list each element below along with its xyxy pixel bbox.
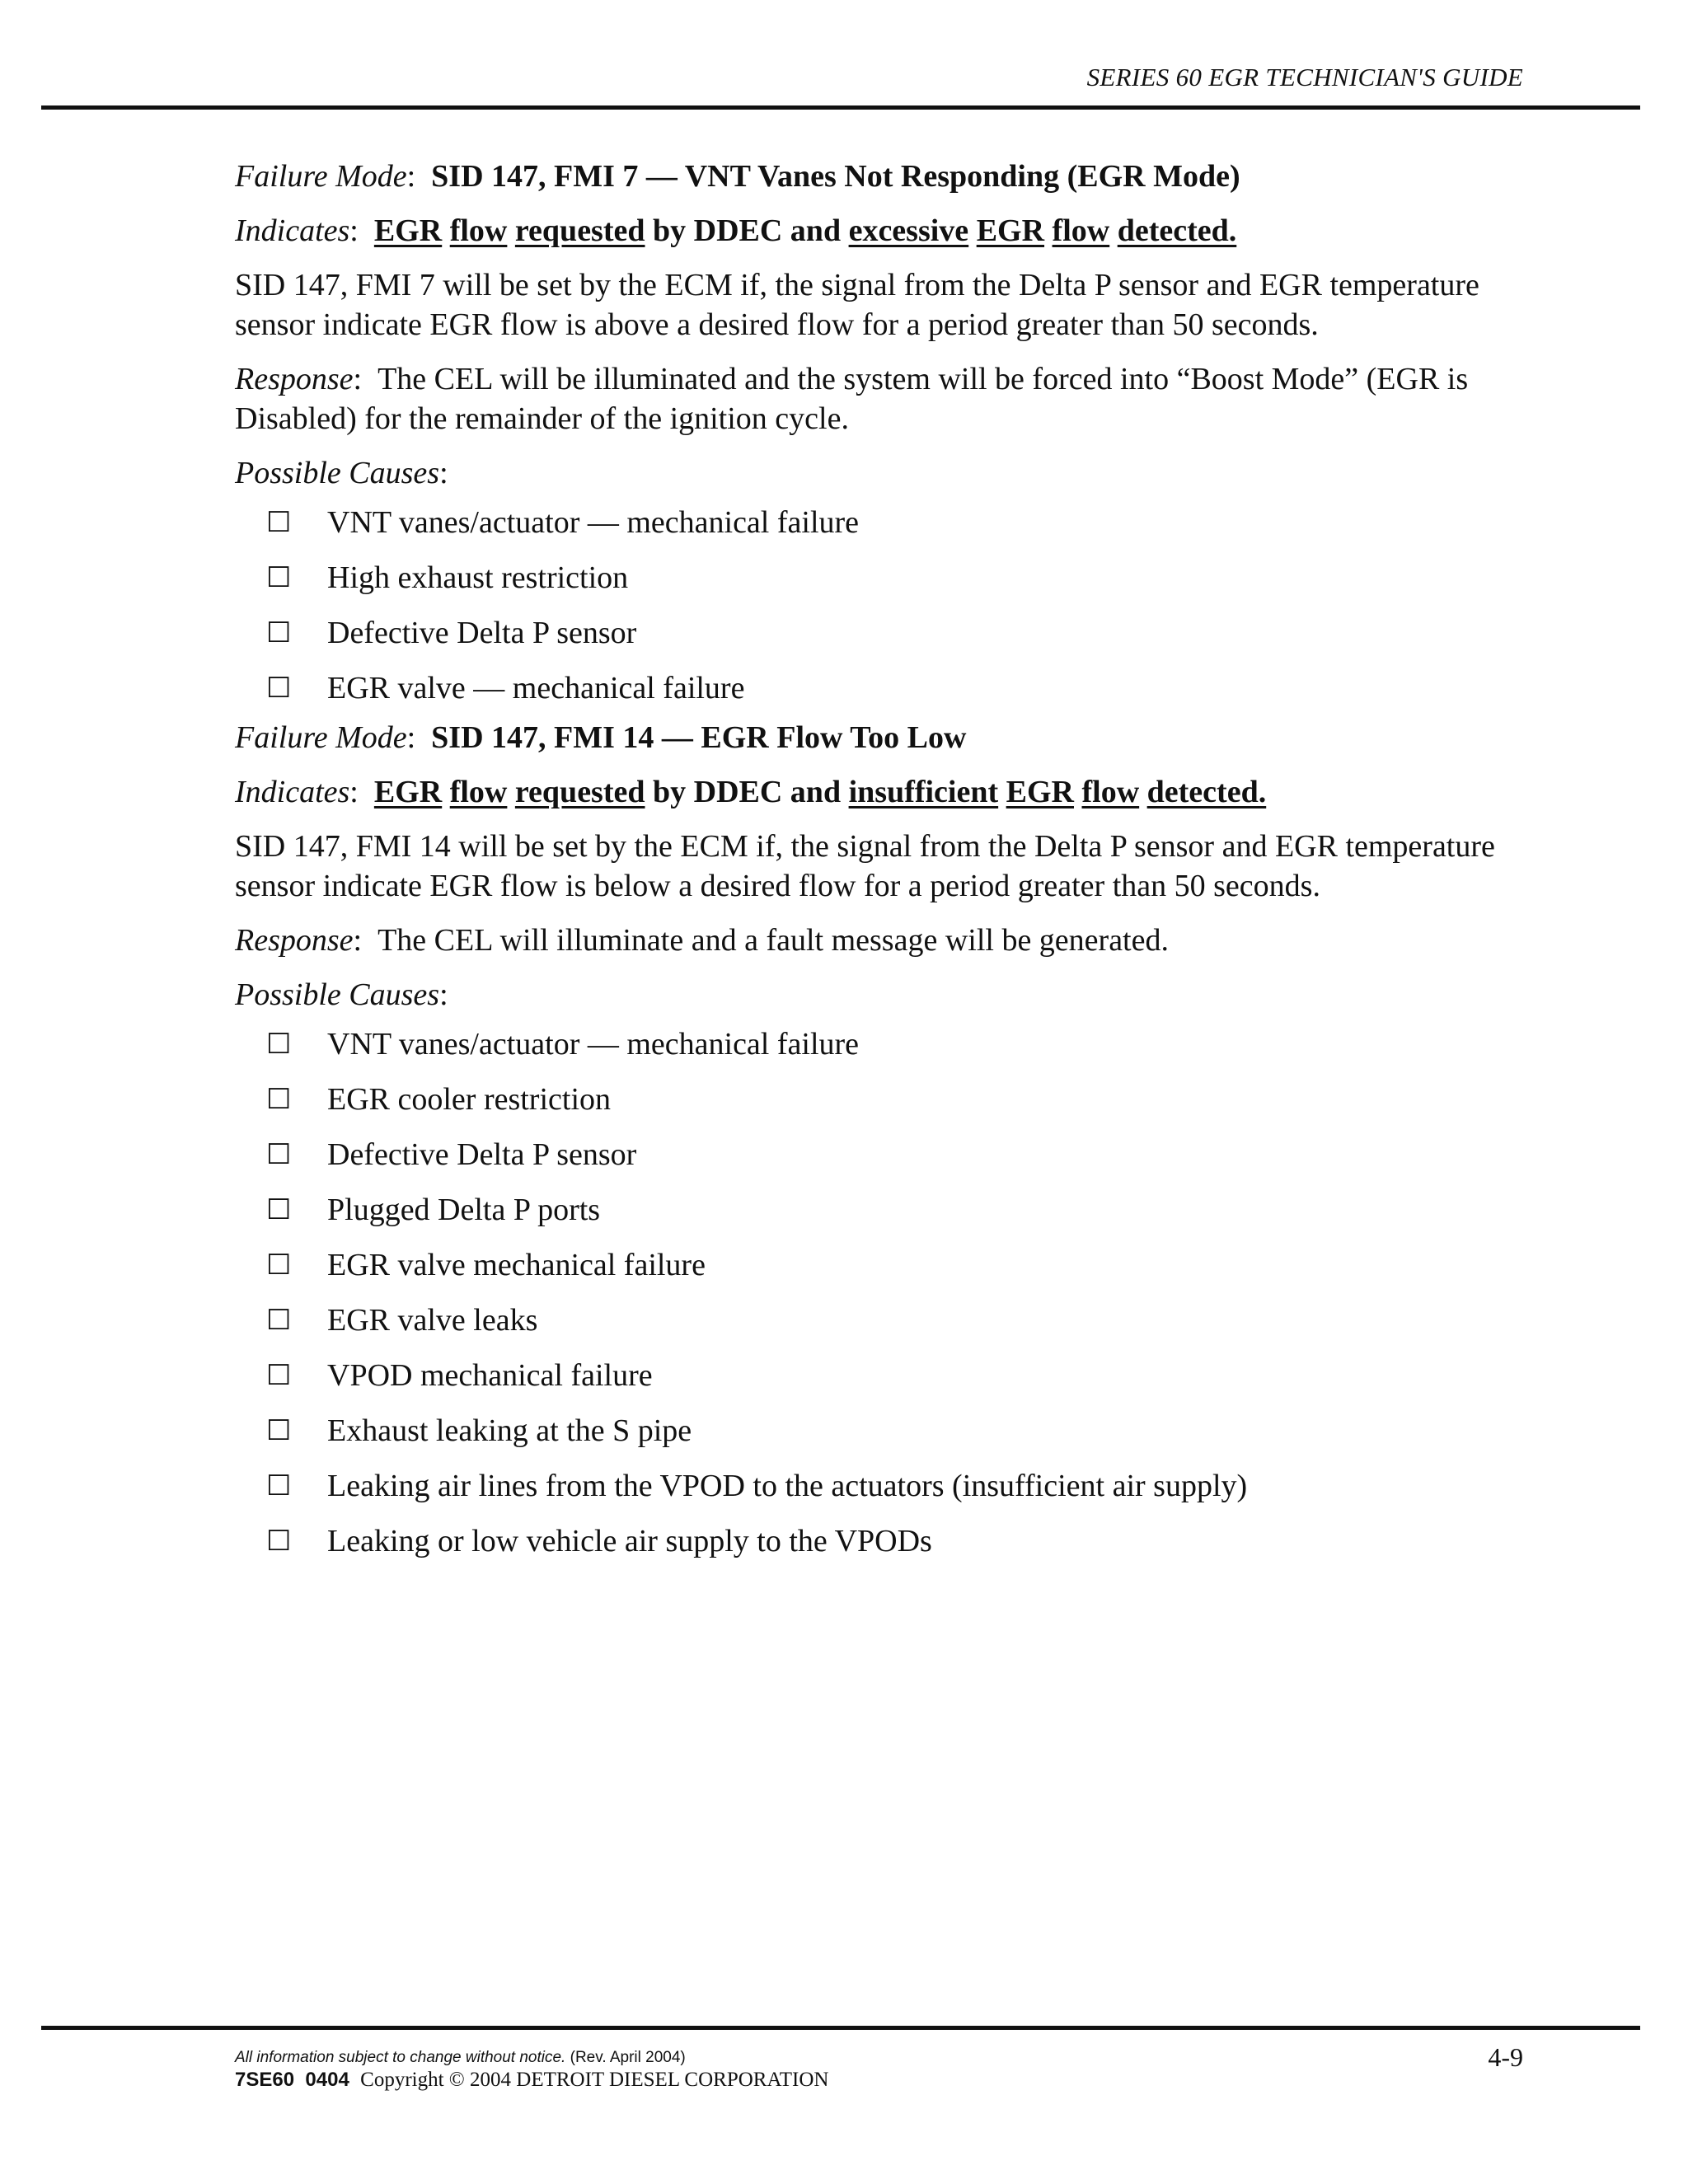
- failure-mode-label: Failure Mode: [235, 720, 407, 755]
- cause-item: [235, 1190, 1529, 1245]
- checkbox-icon: ☐: [266, 1304, 292, 1337]
- footer-rule: [41, 2026, 1640, 2030]
- failure-mode-label: Failure Mode: [235, 159, 407, 194]
- checkbox-icon: ☐: [266, 1193, 292, 1226]
- cause-item: [235, 1521, 1529, 1571]
- response-label: Response: [235, 923, 354, 958]
- header-rule: [41, 105, 1640, 110]
- footer-revision: (Rev. April 2004): [570, 2049, 686, 2066]
- indicates-word: EGR: [976, 213, 1045, 248]
- cause-text: VNT vanes/actuator — mechanical failure: [327, 1027, 860, 1062]
- indicates-word: EGR: [373, 213, 443, 248]
- cause-item: [235, 668, 1529, 718]
- footer-notice-line: [235, 2048, 828, 2068]
- indicates-label: Indicates: [235, 213, 350, 248]
- cause-item: [235, 1024, 1529, 1080]
- possible-causes-label: Possible Causes: [235, 977, 440, 1012]
- checkbox-icon: ☐: [266, 1469, 292, 1502]
- cause-item: [235, 1356, 1529, 1411]
- checkbox-icon: ☐: [266, 1249, 292, 1282]
- cause-text: Leaking air lines from the VPOD to the actuators (insufficient air supply): [327, 1469, 1248, 1503]
- cause-item: [235, 558, 1529, 613]
- cause-item: [235, 1466, 1529, 1521]
- possible-causes-list: [235, 503, 1529, 718]
- checkbox-icon: ☐: [266, 561, 292, 594]
- checkbox-icon: ☐: [266, 1138, 292, 1171]
- cause-item: [235, 1245, 1529, 1301]
- failure-mode-value: SID 147, FMI 14 — EGR Flow Too Low: [431, 720, 967, 755]
- cause-text: EGR cooler restriction: [327, 1082, 612, 1117]
- indicates-word: flow: [1052, 213, 1110, 248]
- checkbox-icon: ☐: [266, 1028, 292, 1061]
- indicates-word: by DDEC and: [653, 775, 842, 809]
- cause-text: EGR valve — mechanical failure: [327, 671, 745, 705]
- cause-item: [235, 1135, 1529, 1190]
- indicates-word: flow: [1081, 775, 1140, 809]
- indicates-word: requested: [514, 775, 645, 809]
- cause-text: VNT vanes/actuator — mechanical failure: [327, 505, 860, 540]
- response-text: The CEL will be illuminated and the system will be forced into “Boost Mode” (EGR is Disabled) for the remainder of the ignition cycle.: [235, 362, 1469, 436]
- indicates-word: insufficient: [848, 775, 999, 809]
- footer-copyright-line: [235, 2068, 828, 2093]
- cause-item: [235, 503, 1529, 558]
- footer-copyright: Copyright © 2004 DETROIT DIESEL CORPORATION: [360, 2069, 829, 2091]
- indicates-label: Indicates: [235, 775, 350, 809]
- cause-text: Leaking or low vehicle air supply to the VPODs: [327, 1524, 932, 1558]
- checkbox-icon: ☐: [266, 1083, 292, 1116]
- fault-description: SID 147, FMI 14 will be set by the ECM if, the signal from the Delta P sensor and EGR temperature sensor indicate EGR flow is below a desired flow for a period greater than 50 seconds.: [235, 829, 1495, 903]
- footer-notice: All information subject to change without notice.: [235, 2049, 566, 2066]
- cause-item: [235, 1080, 1529, 1135]
- cause-item: [235, 613, 1529, 668]
- failure-mode-line: Failure Mode: SID 147, FMI 14 — EGR Flow Too Low: [235, 720, 967, 755]
- cause-text: EGR valve leaks: [327, 1303, 538, 1338]
- indicates-word: EGR: [1006, 775, 1074, 809]
- checkbox-icon: ☐: [266, 672, 292, 705]
- indicates-word: requested: [514, 213, 645, 248]
- response-paragraph: Response: The CEL will illuminate and a fault message will be generated.: [235, 923, 1169, 958]
- checkbox-icon: ☐: [266, 1525, 292, 1558]
- indicates-word: flow: [449, 775, 508, 809]
- response-label: Response: [235, 362, 354, 396]
- indicates-word: excessive: [848, 213, 969, 248]
- checkbox-icon: ☐: [266, 616, 292, 649]
- footer-doc-code: 7SE60 0404: [235, 2069, 349, 2091]
- response-text: The CEL will illuminate and a fault message will be generated.: [377, 923, 1169, 958]
- indicates-word: flow: [449, 213, 508, 248]
- indicates-line: Indicates: EGR flow requested by DDEC and excessive EGR flow detected.: [235, 213, 1237, 248]
- indicates-word: detected.: [1117, 213, 1237, 248]
- cause-text: Defective Delta P sensor: [327, 1137, 637, 1172]
- fault-description: SID 147, FMI 7 will be set by the ECM if, the signal from the Delta P sensor and EGR temperature sensor indicate EGR flow is above a desired flow for a period greater than 50 seconds.: [235, 268, 1479, 342]
- checkbox-icon: ☐: [266, 1359, 292, 1392]
- cause-text: EGR valve mechanical failure: [327, 1248, 706, 1282]
- response-paragraph: Response: The CEL will be illuminated and the system will be forced into “Boost Mode” (EGR is Disabled) for the remainder of the ignition cycle.: [235, 362, 1469, 436]
- cause-text: Plugged Delta P ports: [327, 1193, 601, 1227]
- possible-causes-heading: Possible Causes:: [235, 977, 448, 1012]
- cause-item: [235, 1301, 1529, 1356]
- indicates-word: detected.: [1146, 775, 1267, 809]
- cause-text: VPOD mechanical failure: [327, 1358, 653, 1393]
- indicates-line: Indicates: EGR flow requested by DDEC and insufficient EGR flow detected.: [235, 775, 1267, 809]
- indicates-word: by DDEC and: [653, 213, 842, 248]
- failure-mode-line: Failure Mode: SID 147, FMI 7 — VNT Vanes Not Responding (EGR Mode): [235, 159, 1240, 194]
- indicates-word: EGR: [373, 775, 443, 809]
- page-number: 4-9: [1488, 2042, 1523, 2072]
- possible-causes-label: Possible Causes: [235, 456, 440, 490]
- cause-text: Exhaust leaking at the S pipe: [327, 1413, 692, 1448]
- footer: [235, 2048, 828, 2093]
- possible-causes-list: [235, 1024, 1529, 1571]
- failure-mode-value: SID 147, FMI 7 — VNT Vanes Not Responding (EGR Mode): [431, 159, 1240, 194]
- page-content: [235, 157, 1529, 1571]
- cause-text: High exhaust restriction: [327, 560, 629, 595]
- checkbox-icon: ☐: [266, 506, 292, 539]
- possible-causes-heading: Possible Causes:: [235, 456, 448, 490]
- running-header-title: SERIES 60 EGR TECHNICIAN'S GUIDE: [1086, 63, 1523, 91]
- checkbox-icon: ☐: [266, 1414, 292, 1447]
- cause-item: [235, 1411, 1529, 1466]
- cause-text: Defective Delta P sensor: [327, 616, 637, 650]
